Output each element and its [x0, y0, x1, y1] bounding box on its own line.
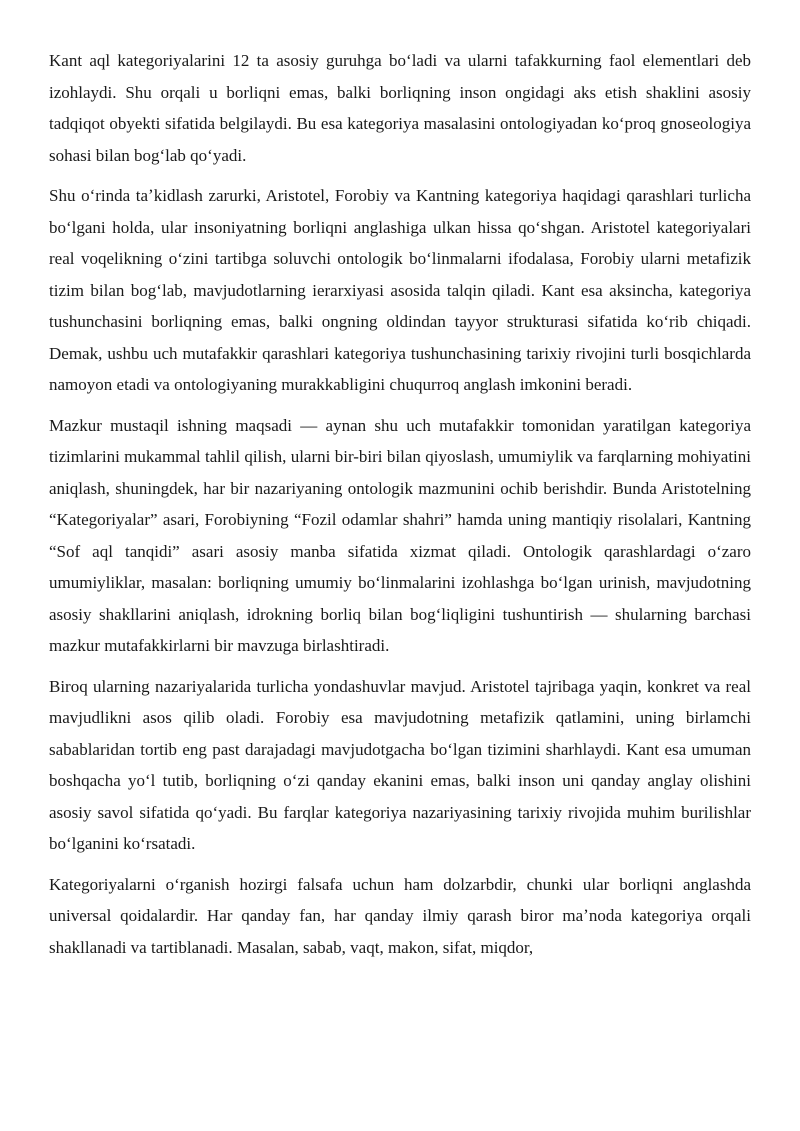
document-page	[49, 45, 751, 963]
paragraph-purpose: Mazkur mustaqil ishning maqsadi — aynan shu uch mutafakkir tomonidan yaratilgan kategoriya tizimlarini mukammal tahlil qilish, ularni bir-biri bilan qiyoslash, umumiylik va farqlarning mohiyatini aniqlash, shuningdek, har bir nazariyaning ontologik mazmunini ochib berishdir. Bunda Aristotelning “Kategoriyalar” asari, Forobiyning “Fozil odamlar shahri” hamda uning mantiqiy risolalari, Kantning “Sof aql tanqidi” asari asosiy manba sifatida xizmat qiladi. Ontologik qarashlardagi oʻzaro umumiyliklar, masalan: borliqning umumiy boʻlinmalarini izohlashga boʻlgan urinish, mavjudotning asosiy shakllarini aniqlash, idrokning borliq bilan bogʻliqligini tushuntirish — shularning barchasi mazkur mutafakkirlarni bir mavzuga birlashtiradi.	[49, 415, 751, 655]
paragraph-differences: Biroq ularning nazariyalarida turlicha yondashuvlar mavjud. Aristotel tajribaga yaqin, konkret va real mavjudlikni asos qilib oladi. Forobiy esa mavjudotning metafizik qatlamini, uning birlamchi sabablaridan tortib eng past darajadagi mavjudotgacha boʻlgan tizimini sharhlaydi. Kant esa umuman boshqacha yoʻl tutib, borliqning oʻzi qanday ekanini emas, balki inson uni qanday anglay olishini asosiy savol sifatida qoʻyadi. Bu farqlar kategoriya nazariyasining tarixiy rivojida muhim burilishlar boʻlganini koʻrsatadi.	[49, 676, 751, 853]
paragraph-relevance: Kategoriyalarni oʻrganish hozirgi falsafa uchun ham dolzarbdir, chunki ular borliqni anglashda universal qoidalardir. Har qanday fan, har qanday ilmiy qarash biror maʼnoda kategoriya orqali shakllanadi va tartiblanadi. Masalan, sabab, vaqt, makon, sifat, miqdor,	[49, 874, 751, 957]
paragraph-kant-categories: Kant aql kategoriyalarini 12 ta asosiy guruhga boʻladi va ularni tafakkurning faol elementlari deb izohlaydi. Shu orqali u borliqni emas, balki borliqning inson ongidagi aks etish shaklini asosiy tadqiqot obyekti sifatida belgilaydi. Bu esa kategoriya masalasini ontologiyadan koʻproq gnoseologiya sohasi bilan bogʻlab qoʻyadi.	[49, 51, 751, 165]
paragraph-comparison: Shu oʻrinda taʼkidlash zarurki, Aristotel, Forobiy va Kantning kategoriya haqidagi qarashlari turlicha boʻlgani holda, ular insoniyatning borliqni anglashiga ulkan hissa qoʻshgan. Aristotel kategoriyalari real voqelikning oʻzini tartibga soluvchi ontologik boʻlinmalarni ifodalasa, Forobiy ularni metafizik tizim bilan bogʻlab, mavjudotlarning ierarxiyasi asosida talqin qiladi. Kant esa aksincha, kategoriya tushunchasini borliqning emas, balki ongning oldindan tayyor strukturasi sifatida koʻrib chiqadi. Demak, ushbu uch mutafakkir qarashlari kategoriya tushunchasining tarixiy rivojini turli bosqichlarda namoyon etadi va ontologiyaning murakkabligini chuqurroq anglash imkonini beradi.	[49, 186, 751, 394]
